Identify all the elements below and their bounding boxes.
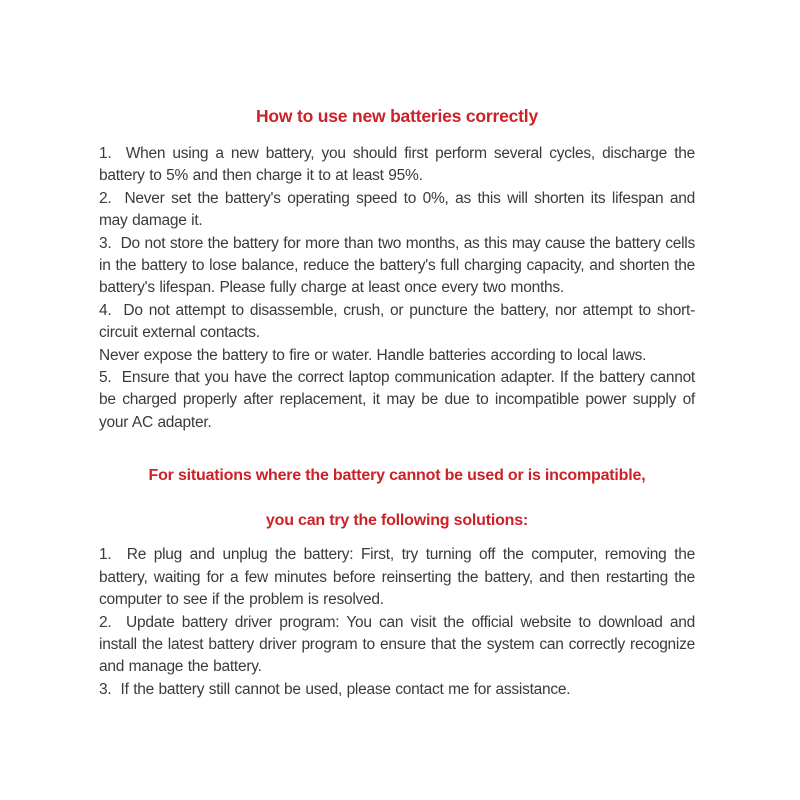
- solution-item-1: 1. Re plug and unplug the battery: First, try turning off the computer, removing the battery, waiting for a few minutes before reinserting the battery, and then restarting the computer to see if the problem is resolved.: [99, 546, 695, 609]
- usage-item-3: 3. Do not store the battery for more than two months, as this may cause the battery cells in the battery to lose balance, reduce the battery's full charging capacity, and shorten the battery's lifespan. Please fully charge at least once every two months.: [99, 234, 695, 297]
- troubleshooting-solutions: [99, 544, 695, 701]
- section2-title-line1: For situations where the battery cannot be used or is incompatible,: [148, 467, 646, 485]
- usage-item-1: 1. When using a new battery, you should first perform several cycles, discharge the battery to 5% and then charge it to at least 95%.: [99, 145, 695, 185]
- document-content: [99, 104, 695, 701]
- solution-item-2: 2. Update battery driver program: You can visit the official website to download and install the latest battery driver program to ensure that the system can correctly recognize and manage the battery.: [99, 613, 695, 676]
- section1-title: How to use new batteries correctly: [255, 106, 539, 126]
- solution-item-3: 3. If the battery still cannot be used, please contact me for assistance.: [99, 680, 571, 698]
- usage-item-4: 4. Do not attempt to disassemble, crush, or puncture the battery, nor attempt to short-circuit external contacts.: [99, 301, 695, 342]
- section2-title-line2: you can try the following solutions:: [265, 512, 529, 530]
- battery-usage-instructions: [99, 143, 695, 434]
- usage-item-5: 5. Ensure that you have the correct laptop communication adapter. If the battery cannot be charged properly after replacement, it may be due to incompatible power supply of your AC adapter.: [99, 369, 695, 431]
- usage-note-fire-water: Never expose the battery to fire or water. Handle batteries according to local laws.: [99, 346, 647, 364]
- usage-item-2: 2. Never set the battery's operating speed to 0%, as this will shorten its lifespan and may damage it.: [99, 189, 695, 230]
